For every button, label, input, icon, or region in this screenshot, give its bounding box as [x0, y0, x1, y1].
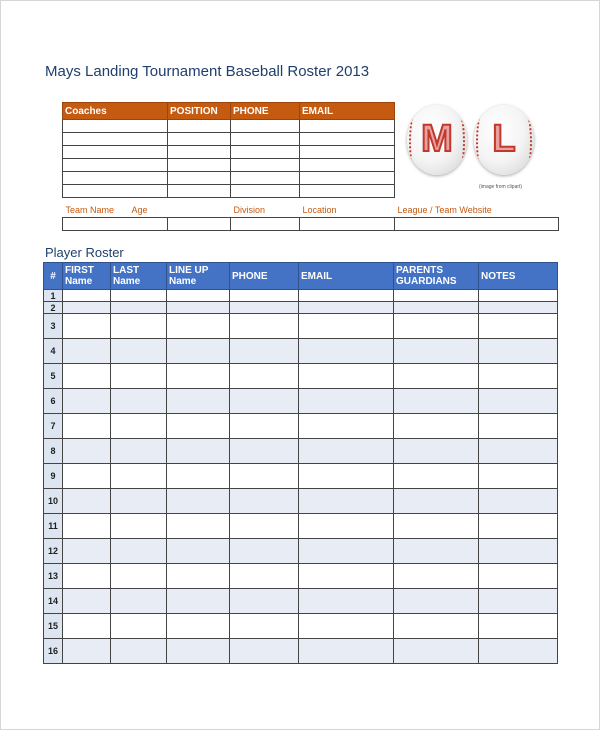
roster-row [44, 389, 558, 414]
roster-cell[interactable] [111, 314, 167, 339]
roster-cell[interactable] [479, 290, 558, 302]
roster-cell[interactable] [479, 614, 558, 639]
baseball-m-logo [407, 105, 467, 175]
roster-cell[interactable] [394, 614, 479, 639]
roster-cell[interactable] [111, 514, 167, 539]
roster-cell[interactable] [230, 464, 299, 489]
coach-row [63, 146, 395, 159]
coach-cell[interactable] [63, 146, 168, 159]
roster-cell[interactable] [394, 339, 479, 364]
roster-cell[interactable] [230, 290, 299, 302]
roster-cell[interactable] [394, 464, 479, 489]
coach-cell[interactable] [63, 185, 168, 198]
coach-cell[interactable] [168, 120, 231, 133]
roster-cell[interactable] [63, 589, 111, 614]
coach-cell[interactable] [231, 133, 300, 146]
roster-cell[interactable] [167, 514, 230, 539]
email-header: EMAIL [299, 263, 394, 290]
roster-cell[interactable] [394, 302, 479, 314]
roster-cell[interactable] [394, 414, 479, 439]
roster-cell[interactable] [479, 302, 558, 314]
roster-row [44, 564, 558, 589]
coach-row [63, 159, 395, 172]
roster-cell[interactable] [111, 439, 167, 464]
coach-row [63, 185, 395, 198]
roster-cell[interactable] [479, 539, 558, 564]
roster-cell[interactable] [111, 489, 167, 514]
row-number: 3 [44, 314, 63, 339]
roster-cell[interactable] [63, 290, 111, 302]
roster-cell[interactable] [230, 564, 299, 589]
coach-cell[interactable] [63, 172, 168, 185]
roster-cell[interactable] [167, 389, 230, 414]
roster-cell[interactable] [63, 314, 111, 339]
roster-cell[interactable] [230, 614, 299, 639]
roster-cell[interactable] [63, 364, 111, 389]
row-number: 1 [44, 290, 63, 302]
roster-cell[interactable] [299, 414, 394, 439]
roster-cell[interactable] [167, 589, 230, 614]
roster-cell[interactable] [167, 339, 230, 364]
roster-cell[interactable] [63, 464, 111, 489]
row-number: 9 [44, 464, 63, 489]
roster-cell[interactable] [230, 414, 299, 439]
row-number: 5 [44, 364, 63, 389]
coach-cell[interactable] [300, 159, 395, 172]
roster-row [44, 539, 558, 564]
lineup-name-header: LINE UP Name [167, 263, 230, 290]
roster-cell[interactable] [167, 489, 230, 514]
roster-cell[interactable] [167, 614, 230, 639]
roster-cell[interactable] [111, 339, 167, 364]
last-name-header: LAST Name [111, 263, 167, 290]
roster-cell[interactable] [63, 439, 111, 464]
roster-row [44, 364, 558, 389]
roster-cell[interactable] [479, 414, 558, 439]
roster-cell[interactable] [111, 414, 167, 439]
roster-cell[interactable] [63, 564, 111, 589]
coach-cell[interactable] [231, 146, 300, 159]
row-number: 6 [44, 389, 63, 414]
coach-row [63, 120, 395, 133]
row-number: 14 [44, 589, 63, 614]
roster-cell[interactable] [167, 414, 230, 439]
row-number: 2 [44, 302, 63, 314]
row-number: 11 [44, 514, 63, 539]
roster-cell[interactable] [230, 339, 299, 364]
coach-cell[interactable] [231, 185, 300, 198]
coach-row [63, 133, 395, 146]
email-header: EMAIL [300, 103, 395, 120]
roster-cell[interactable] [167, 464, 230, 489]
roster-cell[interactable] [230, 439, 299, 464]
roster-cell[interactable] [63, 489, 111, 514]
roster-cell[interactable] [299, 614, 394, 639]
roster-cell[interactable] [111, 639, 167, 664]
coach-cell[interactable] [300, 120, 395, 133]
roster-cell[interactable] [230, 389, 299, 414]
row-number: 10 [44, 489, 63, 514]
roster-cell[interactable] [394, 314, 479, 339]
roster-row [44, 302, 558, 314]
row-number: 4 [44, 339, 63, 364]
roster-row [44, 589, 558, 614]
row-number: 12 [44, 539, 63, 564]
league-website-cell[interactable] [395, 218, 559, 231]
roster-cell[interactable] [394, 439, 479, 464]
roster-cell[interactable] [230, 639, 299, 664]
image-caption: (image from clipart) [479, 184, 523, 190]
roster-cell[interactable] [111, 290, 167, 302]
roster-cell[interactable] [299, 564, 394, 589]
roster-cell[interactable] [394, 389, 479, 414]
roster-cell[interactable] [479, 339, 558, 364]
roster-cell[interactable] [394, 514, 479, 539]
division-header: Division [233, 205, 266, 215]
coach-cell[interactable] [168, 159, 231, 172]
team-info-table [62, 203, 559, 231]
division-cell[interactable] [231, 218, 300, 231]
roster-row [44, 314, 558, 339]
roster-cell[interactable] [230, 364, 299, 389]
coach-cell[interactable] [231, 159, 300, 172]
league-website-header: League / Team Website [397, 205, 492, 215]
baseball-l-logo [474, 105, 534, 175]
coach-row [63, 172, 395, 185]
roster-cell[interactable] [394, 290, 479, 302]
roster-cell[interactable] [299, 290, 394, 302]
roster-cell[interactable] [111, 389, 167, 414]
roster-cell[interactable] [479, 464, 558, 489]
roster-cell[interactable] [299, 314, 394, 339]
coach-cell[interactable] [300, 185, 395, 198]
roster-cell[interactable] [230, 314, 299, 339]
roster-cell[interactable] [299, 389, 394, 414]
roster-cell[interactable] [111, 364, 167, 389]
roster-cell[interactable] [230, 489, 299, 514]
roster-cell[interactable] [394, 639, 479, 664]
coach-cell[interactable] [300, 133, 395, 146]
roster-cell[interactable] [167, 302, 230, 314]
number-header: # [44, 263, 63, 290]
roster-cell[interactable] [479, 514, 558, 539]
roster-row [44, 439, 558, 464]
parents-guardians-header: PARENTS GUARDIANS [394, 263, 479, 290]
roster-cell[interactable] [479, 364, 558, 389]
roster-cell[interactable] [299, 439, 394, 464]
coach-cell[interactable] [168, 146, 231, 159]
coach-cell[interactable] [168, 185, 231, 198]
position-header: POSITION [168, 103, 231, 120]
roster-cell[interactable] [299, 339, 394, 364]
roster-row [44, 339, 558, 364]
coaches-header: Coaches [63, 103, 168, 120]
coach-cell[interactable] [63, 120, 168, 133]
roster-row [44, 614, 558, 639]
roster-cell[interactable] [479, 639, 558, 664]
roster-cell[interactable] [167, 364, 230, 389]
row-number: 8 [44, 439, 63, 464]
coach-cell[interactable] [231, 172, 300, 185]
team-name-header: Team Name [65, 205, 115, 215]
age-cell[interactable] [168, 218, 231, 231]
blank-header [168, 203, 231, 218]
roster-cell[interactable] [167, 314, 230, 339]
roster-cell[interactable] [63, 639, 111, 664]
roster-row [44, 414, 558, 439]
coach-cell[interactable] [63, 159, 168, 172]
coach-cell[interactable] [300, 146, 395, 159]
roster-cell[interactable] [63, 614, 111, 639]
team-info-row [63, 218, 559, 231]
roster-cell[interactable] [111, 464, 167, 489]
roster-cell[interactable] [394, 489, 479, 514]
team-name-cell[interactable] [63, 218, 168, 231]
roster-cell[interactable] [167, 290, 230, 302]
roster-cell[interactable] [299, 589, 394, 614]
roster-cell[interactable] [167, 564, 230, 589]
row-number: 7 [44, 414, 63, 439]
roster-row [44, 514, 558, 539]
roster-cell[interactable] [479, 489, 558, 514]
roster-row [44, 489, 558, 514]
roster-cell[interactable] [299, 639, 394, 664]
roster-cell[interactable] [111, 302, 167, 314]
roster-cell[interactable] [63, 514, 111, 539]
age-header: Age [131, 205, 148, 215]
roster-cell[interactable] [63, 414, 111, 439]
roster-cell[interactable] [479, 439, 558, 464]
roster-cell[interactable] [167, 439, 230, 464]
coach-cell[interactable] [231, 120, 300, 133]
coach-cell[interactable] [63, 133, 168, 146]
coaches-table [62, 102, 395, 198]
coach-cell[interactable] [168, 133, 231, 146]
roster-cell[interactable] [230, 589, 299, 614]
phone-header: PHONE [231, 103, 300, 120]
roster-cell[interactable] [479, 589, 558, 614]
phone-header: PHONE [230, 263, 299, 290]
roster-cell[interactable] [299, 489, 394, 514]
roster-cell[interactable] [167, 539, 230, 564]
roster-cell[interactable] [479, 564, 558, 589]
roster-cell[interactable] [111, 564, 167, 589]
page-title: Mays Landing Tournament Baseball Roster 2013 [45, 63, 370, 80]
row-number: 13 [44, 564, 63, 589]
roster-cell[interactable] [63, 302, 111, 314]
roster-row [44, 464, 558, 489]
player-roster-table [43, 262, 558, 664]
roster-cell[interactable] [394, 364, 479, 389]
roster-row [44, 639, 558, 664]
player-roster-label: Player Roster [45, 245, 124, 260]
logo-letter-l: L [492, 118, 516, 160]
roster-cell[interactable] [394, 539, 479, 564]
first-name-header: FIRST Name [63, 263, 111, 290]
roster-cell[interactable] [111, 539, 167, 564]
notes-header: NOTES [479, 263, 558, 290]
roster-cell[interactable] [230, 514, 299, 539]
roster-cell[interactable] [111, 589, 167, 614]
roster-cell[interactable] [167, 639, 230, 664]
roster-cell[interactable] [299, 514, 394, 539]
roster-row [44, 290, 558, 302]
row-number: 16 [44, 639, 63, 664]
location-header: Location [302, 205, 337, 215]
roster-cell[interactable] [479, 314, 558, 339]
row-number: 15 [44, 614, 63, 639]
roster-cell[interactable] [394, 564, 479, 589]
roster-cell[interactable] [299, 364, 394, 389]
logo-letter-m: M [421, 118, 453, 160]
roster-cell[interactable] [230, 539, 299, 564]
roster-cell[interactable] [479, 389, 558, 414]
coach-cell[interactable] [300, 172, 395, 185]
coach-cell[interactable] [168, 172, 231, 185]
roster-cell[interactable] [299, 539, 394, 564]
roster-cell[interactable] [299, 464, 394, 489]
location-cell[interactable] [300, 218, 395, 231]
roster-cell[interactable] [299, 302, 394, 314]
roster-cell[interactable] [63, 539, 111, 564]
roster-cell[interactable] [111, 614, 167, 639]
roster-cell[interactable] [394, 589, 479, 614]
roster-cell[interactable] [63, 339, 111, 364]
roster-cell[interactable] [230, 302, 299, 314]
roster-cell[interactable] [63, 389, 111, 414]
